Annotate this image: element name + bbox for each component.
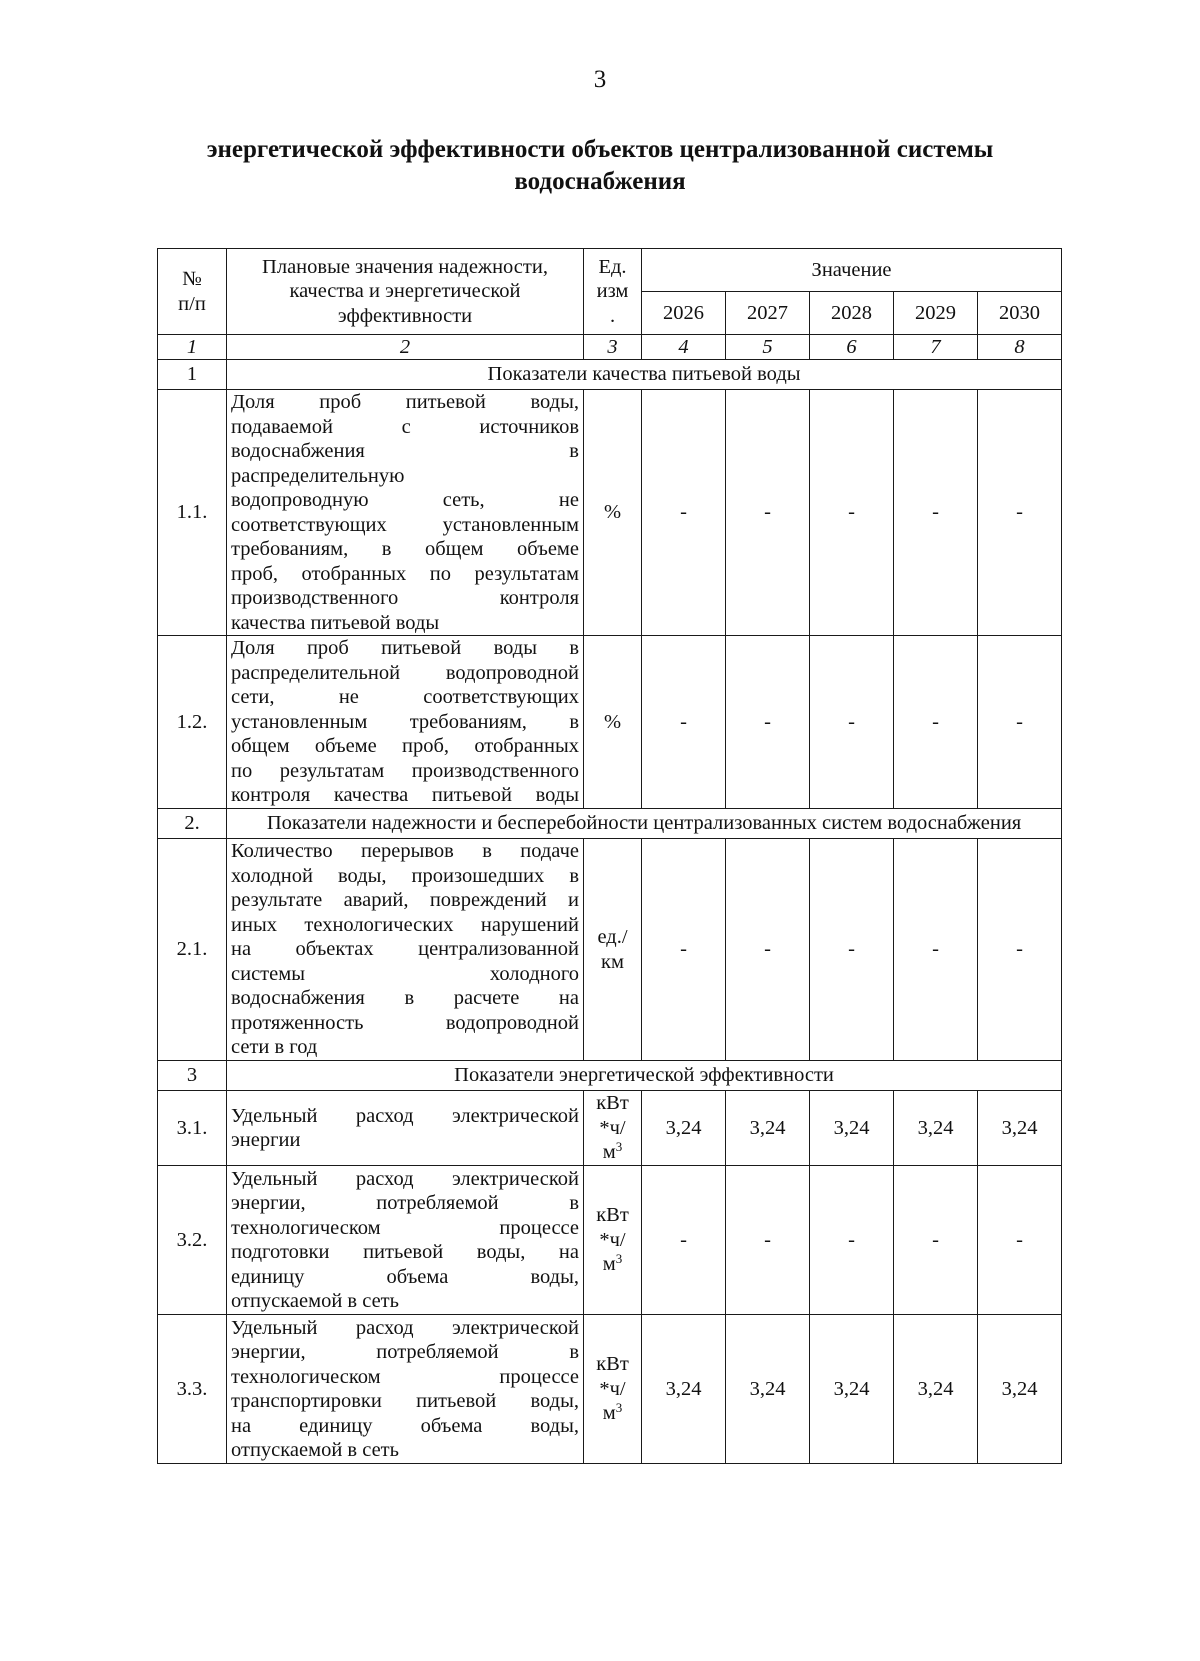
section-title: Показатели надежности и бесперебойности централизованных систем водоснабжения	[227, 809, 1062, 839]
value-cell: 3,24	[642, 1091, 726, 1166]
unit-base: м	[602, 1402, 616, 1425]
value-cell: -	[978, 636, 1062, 809]
indicator-line: технологическом процессе	[231, 1216, 579, 1239]
indicator-line: требованиям, в общем объеме	[231, 538, 579, 560]
header-num	[158, 249, 227, 335]
indicator-line: Количество перерывов в подаче	[231, 840, 579, 863]
table-row	[158, 390, 1062, 636]
indicator-line: распределительной водопроводной	[231, 661, 579, 684]
page-number: 3	[593, 66, 607, 93]
unit-cell: %	[584, 636, 642, 809]
header-unit-line: изм	[596, 280, 629, 303]
indicator-line: единицу объема воды,	[231, 1265, 579, 1288]
header-name-line: эффективности	[337, 304, 473, 327]
indicator-line: транспортировки питьевой воды,	[231, 1390, 579, 1412]
indicator-line: подготовки питьевой воды, на	[231, 1241, 579, 1263]
indicator-line: Доля проб питьевой воды,	[231, 391, 579, 413]
value-cell: -	[726, 1166, 810, 1315]
section-number: 2.	[158, 809, 227, 839]
header-unit-line: .	[609, 304, 616, 327]
column-number: 3	[584, 335, 642, 360]
unit-line: *ч/	[599, 1116, 626, 1139]
column-number: 8	[978, 335, 1062, 360]
value-cell: -	[894, 636, 978, 809]
row-number: 3.3.	[158, 1315, 227, 1464]
header-indicator-name	[227, 249, 584, 335]
value-cell: 3,24	[894, 1315, 978, 1464]
indicator-name	[227, 1091, 584, 1166]
indicator-line: водоснабжения в расчете на	[231, 987, 579, 1010]
row-number: 3.1.	[158, 1091, 227, 1166]
value-cell: 3,24	[810, 1315, 894, 1464]
column-number: 2	[227, 335, 584, 360]
value-cell: 3,24	[978, 1091, 1062, 1166]
value-cell: -	[894, 839, 978, 1061]
unit-cell	[584, 1091, 642, 1166]
row-number: 2.1.	[158, 839, 227, 1061]
indicator-line: по результатам производственного	[231, 759, 579, 782]
value-cell: -	[978, 839, 1062, 1061]
unit-line: кВт	[596, 1092, 629, 1115]
header-year: 2026	[642, 292, 726, 335]
value-cell: -	[642, 1166, 726, 1315]
indicator-line: контроля качества питьевой воды	[231, 784, 579, 807]
header-name-line: качества и энергетической	[289, 280, 521, 303]
value-cell: 3,24	[726, 1091, 810, 1166]
value-cell: 3,24	[642, 1315, 726, 1464]
indicator-line: Удельный расход электрической	[231, 1316, 579, 1339]
header-year: 2030	[978, 292, 1062, 335]
indicator-line: водоснабжения в	[231, 440, 579, 462]
indicator-line: системы холодного	[231, 962, 579, 985]
unit-line: ед./	[597, 926, 628, 948]
header-num-line: №	[182, 268, 202, 290]
unit-line: *ч/	[599, 1377, 626, 1400]
indicator-line: технологическом процессе	[231, 1365, 579, 1388]
value-cell: -	[894, 1166, 978, 1315]
indicator-line: энергии	[231, 1129, 301, 1151]
header-year: 2027	[726, 292, 810, 335]
column-number: 4	[642, 335, 726, 360]
indicator-line: установленным требованиям, в	[231, 710, 579, 733]
column-number-row	[158, 335, 1062, 360]
value-cell: -	[810, 1166, 894, 1315]
section-row	[158, 360, 1062, 390]
column-number: 7	[894, 335, 978, 360]
indicator-line: отпускаемой в сеть	[231, 1290, 399, 1312]
indicator-line: сети в год	[231, 1036, 318, 1059]
value-cell: -	[642, 839, 726, 1061]
value-cell: -	[726, 390, 810, 636]
row-number: 1.1.	[158, 390, 227, 636]
section-number: 3	[158, 1061, 227, 1091]
indicator-name	[227, 636, 584, 809]
value-cell: -	[894, 390, 978, 636]
section-title: Показатели энергетической эффективности	[227, 1061, 1062, 1091]
indicator-line: водопроводную сеть, не	[231, 489, 579, 511]
indicator-line: проб, отобранных по результатам	[231, 562, 579, 585]
title-line-1: энергетической эффективности объектов централизованной системы	[206, 136, 994, 163]
table-row	[158, 636, 1062, 809]
header-num-line: п/п	[178, 292, 206, 315]
header-year: 2028	[810, 292, 894, 335]
value-cell: -	[810, 839, 894, 1061]
value-cell: 3,24	[978, 1315, 1062, 1464]
indicator-line: энергии, потребляемой в	[231, 1341, 579, 1363]
unit-cell	[584, 1315, 642, 1464]
indicator-line: энергии, потребляемой в	[231, 1192, 579, 1214]
indicator-line: Доля проб питьевой воды в	[231, 637, 579, 660]
table-row	[158, 839, 1062, 1061]
indicator-line: сети, не соответствующих	[231, 686, 579, 709]
header-unit	[584, 249, 642, 335]
header-year: 2029	[894, 292, 978, 335]
section-row	[158, 1061, 1062, 1091]
header-row-1	[158, 249, 1062, 292]
value-cell: -	[810, 636, 894, 809]
indicator-line: Удельный расход электрической	[231, 1104, 579, 1127]
unit-base: м	[602, 1141, 616, 1164]
indicators-table	[157, 248, 1062, 1464]
indicator-line: протяженность водопроводной	[231, 1011, 579, 1034]
indicator-line: соответствующих установленным	[231, 513, 579, 536]
row-number: 1.2.	[158, 636, 227, 809]
indicator-line: Удельный расход электрической	[231, 1167, 579, 1190]
value-cell: 3,24	[810, 1091, 894, 1166]
indicator-name	[227, 1315, 584, 1464]
unit-line: км	[601, 950, 624, 973]
indicator-line: на объектах централизованной	[231, 938, 579, 961]
value-cell: -	[726, 636, 810, 809]
unit-line	[588, 1252, 637, 1277]
unit-base: м	[602, 1253, 616, 1276]
column-number: 1	[158, 335, 227, 360]
value-cell: 3,24	[726, 1315, 810, 1464]
header-value-group: Значение	[642, 249, 1062, 292]
indicator-name	[227, 1166, 584, 1315]
unit-exponent: 3	[615, 1139, 623, 1155]
value-cell: 3,24	[894, 1091, 978, 1166]
unit-cell	[584, 839, 642, 1061]
header-name-line: Плановые значения надежности,	[262, 255, 548, 278]
indicator-line: подаваемой с источников	[231, 415, 579, 438]
indicator-line: иных технологических нарушений	[231, 913, 579, 936]
indicator-line: холодной воды, произошедших в	[231, 864, 579, 887]
title-line-2: водоснабжения	[514, 168, 686, 195]
table-row	[158, 1091, 1062, 1166]
indicator-line: отпускаемой в сеть	[231, 1439, 399, 1461]
header-unit-line: Ед.	[598, 255, 627, 278]
unit-line	[588, 1401, 637, 1426]
table-row	[158, 1315, 1062, 1464]
document-title	[100, 134, 1100, 198]
unit-line: кВт	[596, 1353, 629, 1376]
indicator-line: распределительную	[231, 464, 405, 487]
indicator-line: качества питьевой воды	[231, 611, 440, 634]
section-number: 1	[158, 360, 227, 390]
row-number: 3.2.	[158, 1166, 227, 1315]
value-cell: -	[642, 390, 726, 636]
value-cell: -	[726, 839, 810, 1061]
column-number: 5	[726, 335, 810, 360]
unit-exponent: 3	[615, 1251, 623, 1267]
unit-line	[588, 1140, 637, 1165]
unit-cell	[584, 1166, 642, 1315]
indicator-name	[227, 390, 584, 636]
indicator-line: общем объеме проб, отобранных	[231, 735, 579, 758]
value-cell: -	[642, 636, 726, 809]
indicator-line: производственного контроля	[231, 587, 579, 609]
unit-exponent: 3	[615, 1400, 623, 1416]
unit-line: *ч/	[599, 1228, 626, 1251]
indicator-line: результате аварий, повреждений и	[231, 889, 579, 912]
table-row	[158, 1166, 1062, 1315]
value-cell: -	[978, 390, 1062, 636]
section-row	[158, 809, 1062, 839]
indicator-line: на единицу объема воды,	[231, 1414, 579, 1437]
value-cell: -	[810, 390, 894, 636]
unit-line: кВт	[596, 1204, 629, 1227]
column-number: 6	[810, 335, 894, 360]
section-title: Показатели качества питьевой воды	[227, 360, 1062, 390]
unit-cell: %	[584, 390, 642, 636]
indicator-name	[227, 839, 584, 1061]
value-cell: -	[978, 1166, 1062, 1315]
